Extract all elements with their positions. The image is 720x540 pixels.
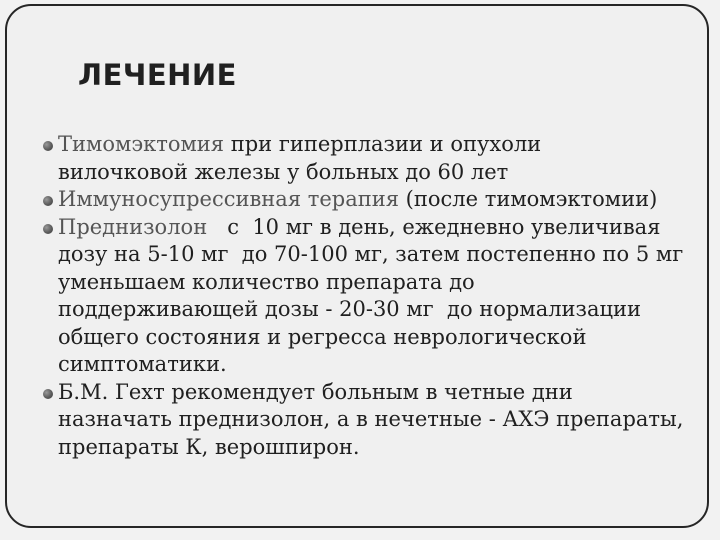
- bullet-line: общего состояния и регресса неврологической: [58, 324, 587, 349]
- bullet-line: поддерживающей дозы - 20-30 мг до нормализации: [58, 297, 642, 321]
- bullet-line: Б.М. Гехт рекомендует больным в четные дни: [58, 379, 573, 404]
- bullet-item-thymectomy: [58, 131, 718, 186]
- slide-title: ЛЕЧЕНИЕ: [78, 58, 237, 92]
- bullet-item-gecht-recommendation: [58, 379, 718, 462]
- bullet-line: симптоматики.: [58, 352, 227, 376]
- bullet-text: (после тимомэктомии): [399, 187, 658, 211]
- bullet-line: [58, 131, 718, 159]
- bullet-dot-icon: [43, 196, 53, 206]
- bullet-item-immunosuppression: [58, 186, 718, 214]
- bullet-dot-icon: [43, 224, 53, 234]
- bullet-lead: Преднизолон: [58, 214, 208, 239]
- bullet-text: с 10 мг в день, ежедневно увеличивая: [207, 214, 661, 239]
- bullet-line: дозу на 5-10 мг до 70-100 мг, затем постепенно по 5 мг: [58, 242, 684, 266]
- bullet-line: [58, 186, 718, 214]
- bullet-line: [58, 214, 718, 242]
- bullet-item-prednisolone: [58, 214, 718, 379]
- bullet-list: [58, 131, 718, 461]
- bullet-line: уменьшаем количество препарата до: [58, 269, 475, 294]
- bullet-text: при гиперплазии и опухоли: [224, 132, 542, 156]
- bullet-lead: Тимомэктомия: [58, 132, 225, 156]
- bullet-dot-icon: [43, 389, 53, 399]
- bullet-dot-icon: [43, 141, 53, 151]
- bullet-lead: Иммуносупрессивная терапия: [58, 187, 399, 211]
- bullet-line: вилочковой железы у больных до 60 лет: [58, 159, 509, 184]
- bullet-line: препараты К, верошпирон.: [58, 434, 360, 459]
- bullet-line: назначать преднизолон, а в нечетные - АХЭ препараты,: [58, 407, 684, 431]
